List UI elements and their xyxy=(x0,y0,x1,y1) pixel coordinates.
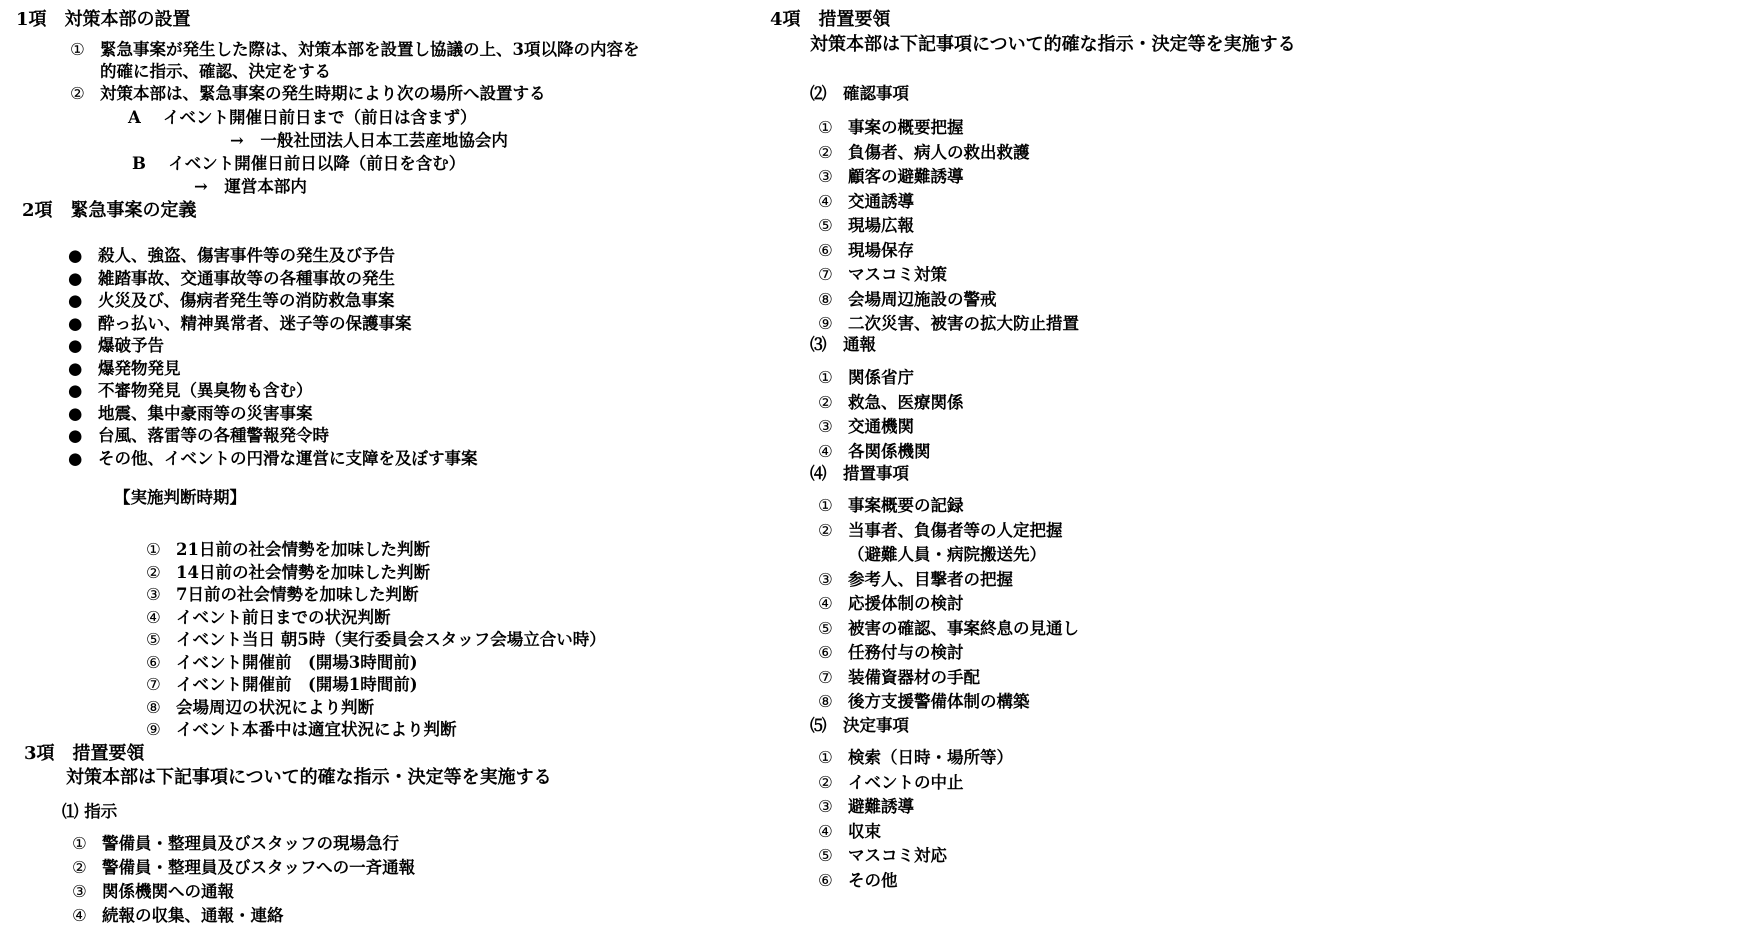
list-item-text: 避難誘導 xyxy=(848,797,914,816)
list-item-text: 警備員・整理員及びスタッフの現場急行 xyxy=(102,834,399,853)
bullet-icon: ● xyxy=(68,336,83,355)
list-item-number: ③ xyxy=(146,585,161,604)
bullet-icon: ● xyxy=(68,291,83,310)
list-item-text: イベント開催前 (開場3時間前) xyxy=(176,652,418,672)
timing-title: 【実施判断時期】 xyxy=(114,488,246,507)
section-4-heading: 4項 措置要領 xyxy=(770,9,891,30)
s1-location-a-dest: → 一般社団法人日本工芸産地協会内 xyxy=(230,131,508,150)
list-item xyxy=(818,521,1063,541)
s1-item-2-text: 対策本部は、緊急事案の発生時期により次の場所へ設置する xyxy=(100,84,546,103)
s1-item-1 xyxy=(70,40,639,60)
list-item xyxy=(68,426,329,446)
list-item xyxy=(818,570,1013,590)
list-item xyxy=(818,314,1079,334)
list-item xyxy=(818,692,1030,712)
bullet-icon: ● xyxy=(68,268,83,288)
list-item xyxy=(68,291,394,311)
list-item-number: ⑤ xyxy=(818,846,833,865)
list-item-number: ② xyxy=(818,142,833,162)
list-item-text: イベント開催前 (開場1時間前) xyxy=(176,675,418,694)
list-item xyxy=(818,748,1013,768)
list-item-number: ② xyxy=(818,520,833,540)
list-item-text: イベントの中止 xyxy=(848,772,964,792)
list-item-number: ④ xyxy=(72,906,87,925)
list-item xyxy=(818,393,964,413)
list-item xyxy=(146,698,374,718)
list-item xyxy=(146,653,418,673)
list-item-text: 装備資器材の手配 xyxy=(848,667,980,687)
list-item-text: 交通誘導 xyxy=(848,191,914,211)
list-item xyxy=(818,417,914,437)
list-item xyxy=(818,216,914,236)
list-item xyxy=(818,143,1030,163)
list-item xyxy=(818,822,881,842)
list-item-number: ⑥ xyxy=(818,643,833,662)
list-item xyxy=(72,882,234,902)
section-4-description: 対策本部は下記事項について的確な指示・決定等を実施する xyxy=(810,34,1296,55)
s1-location-b-dest: → 運営本部内 xyxy=(194,177,307,196)
list-item xyxy=(818,643,964,663)
list-item-text: 各関係機関 xyxy=(848,441,931,461)
section-3-heading: 3項 措置要領 xyxy=(24,743,145,764)
list-item xyxy=(72,858,415,878)
list-item-text: 爆発物発見 xyxy=(98,358,181,378)
list-item-text: 警備員・整理員及びスタッフへの一斉通報 xyxy=(102,858,416,877)
list-item-text: マスコミ対策 xyxy=(848,265,947,284)
list-item-number: ④ xyxy=(818,191,833,211)
list-item-number: ④ xyxy=(146,607,161,627)
list-item-number: ① xyxy=(818,368,833,387)
list-item-text: 14日前の社会情勢を加味した判断 xyxy=(176,562,430,582)
list-item-text: イベント当日 朝5時（実行委員会スタッフ会場立合い時） xyxy=(176,630,606,649)
list-item xyxy=(818,797,914,817)
bullet-icon: ● xyxy=(68,358,83,378)
list-item-number: ⑨ xyxy=(146,720,161,739)
s4-subsection-5: ⑸ 決定事項 xyxy=(810,716,909,735)
list-item-text: マスコミ対応 xyxy=(848,846,947,865)
list-item-number: ② xyxy=(146,562,161,582)
list-item xyxy=(818,192,914,212)
list-item-text: 被害の確認、事案終息の見通し xyxy=(848,618,1079,638)
list-item-text: 雑踏事故、交通事故等の各種事故の発生 xyxy=(98,268,395,288)
list-item-number: ⑧ xyxy=(818,692,833,711)
list-item xyxy=(818,241,914,261)
list-item-number: ③ xyxy=(818,797,833,816)
s4-subsection-2: ⑵ 確認事項 xyxy=(810,84,909,103)
list-item xyxy=(146,720,457,740)
list-item xyxy=(818,594,964,614)
s1-item-1-number: ① xyxy=(70,40,85,59)
list-item-number: ① xyxy=(818,748,833,767)
list-item xyxy=(68,381,313,401)
list-item-number: ② xyxy=(818,392,833,412)
bullet-icon: ● xyxy=(68,381,83,400)
s1-location-b: B イベント開催日前日以降（前日を含む） xyxy=(132,154,466,173)
list-item xyxy=(818,368,914,388)
list-item xyxy=(68,246,395,266)
bullet-icon: ● xyxy=(68,426,83,445)
list-item-text: 殺人、強盗、傷害事件等の発生及び予告 xyxy=(98,246,395,265)
s4-subsection-3: ⑶ 通報 xyxy=(810,335,876,354)
list-item-number: ⑨ xyxy=(818,314,833,333)
s1-item-2 xyxy=(70,84,546,104)
list-item-number: ⑦ xyxy=(146,675,161,694)
list-item xyxy=(818,773,964,793)
s1-item-1-continuation: 的確に指示、確認、決定をする xyxy=(100,62,331,81)
list-item-number: ⑤ xyxy=(818,618,833,638)
list-item xyxy=(146,585,418,605)
list-item-number: ⑧ xyxy=(818,289,833,309)
list-item-text: 事案概要の記録 xyxy=(848,496,964,515)
s4-subsection-4: ⑷ 措置事項 xyxy=(810,464,909,483)
list-item xyxy=(68,269,395,289)
list-item xyxy=(146,608,391,628)
list-item-text: 顧客の避難誘導 xyxy=(848,167,964,186)
list-item xyxy=(818,846,947,866)
list-item-number: ③ xyxy=(818,417,833,436)
list-item-text: 21日前の社会情勢を加味した判断 xyxy=(176,540,430,559)
list-item-text: 二次災害、被害の拡大防止措置 xyxy=(848,314,1079,333)
list-item-text: 現場保存 xyxy=(848,240,914,260)
list-item xyxy=(72,906,284,926)
list-item xyxy=(68,336,164,356)
s3-subsection-1: ⑴ 指示 xyxy=(62,802,118,821)
list-item-text: 当事者、負傷者等の人定把握 xyxy=(848,520,1063,540)
list-item-text: その他、イベントの円滑な運営に支障を及ぼす事案 xyxy=(98,448,478,468)
list-item-text: 任務付与の検討 xyxy=(848,643,964,662)
list-item xyxy=(818,871,898,891)
list-item-number: ⑦ xyxy=(818,265,833,284)
list-item-number: ① xyxy=(72,834,87,853)
list-item xyxy=(818,545,1046,565)
bullet-icon: ● xyxy=(68,403,83,423)
section-1-heading: 1項 対策本部の設置 xyxy=(16,9,191,30)
list-item-number: ⑧ xyxy=(146,697,161,717)
list-item xyxy=(68,314,412,334)
bullet-icon: ● xyxy=(68,313,83,333)
list-item-text: 参考人、目撃者の把握 xyxy=(848,569,1013,589)
list-item-number: ④ xyxy=(818,594,833,613)
list-item-text: 火災及び、傷病者発生等の消防救急事案 xyxy=(98,291,395,310)
list-item xyxy=(146,675,418,695)
list-item-number: ② xyxy=(818,772,833,792)
list-item-number: ⑥ xyxy=(818,240,833,260)
list-item-number: ① xyxy=(146,540,161,559)
list-item xyxy=(818,290,997,310)
list-item-number: ⑤ xyxy=(146,630,161,649)
list-item-text: 台風、落雷等の各種警報発令時 xyxy=(98,426,329,445)
bullet-icon: ● xyxy=(68,448,83,468)
list-item-number: ⑥ xyxy=(146,652,161,672)
list-item-number: ⑥ xyxy=(818,870,833,890)
section-2-heading: 2項 緊急事案の定義 xyxy=(22,200,197,221)
list-item-text: 不審物発見（異臭物も含む） xyxy=(98,381,313,400)
list-item-text: 応援体制の検討 xyxy=(848,594,964,613)
list-item-number: ⑦ xyxy=(818,667,833,687)
list-item-text: （避難人員・病院搬送先） xyxy=(848,545,1046,564)
list-item-text: 関係機関への通報 xyxy=(102,882,234,901)
list-item xyxy=(146,563,430,583)
list-item-number: ⑤ xyxy=(818,216,833,235)
s1-item-2-number: ② xyxy=(70,84,85,103)
list-item-text: 爆破予告 xyxy=(98,336,164,355)
list-item-text: 7日前の社会情勢を加味した判断 xyxy=(176,585,419,604)
list-item-number: ① xyxy=(818,496,833,515)
list-item-text: 収束 xyxy=(848,821,881,841)
s1-item-1-text: 緊急事案が発生した際は、対策本部を設置し協議の上、3項以降の内容を xyxy=(100,40,640,59)
list-item-number: ② xyxy=(72,858,87,877)
list-item xyxy=(818,496,964,516)
list-item-text: その他 xyxy=(848,870,898,890)
list-item-text: 負傷者、病人の救出救護 xyxy=(848,142,1030,162)
list-item-number: ③ xyxy=(818,569,833,589)
list-item-text: 会場周辺施設の警戒 xyxy=(848,289,997,309)
list-item-text: 検索（日時・場所等） xyxy=(848,748,1013,767)
list-item xyxy=(818,265,947,285)
list-item-text: 関係省庁 xyxy=(848,368,914,387)
list-item xyxy=(68,404,313,424)
list-item xyxy=(818,442,931,462)
list-item xyxy=(818,118,964,138)
list-item-text: イベント本番中は適宜状況により判断 xyxy=(176,720,457,739)
list-item-text: 会場周辺の状況により判断 xyxy=(176,697,374,717)
list-item xyxy=(818,668,980,688)
list-item xyxy=(818,619,1079,639)
list-item xyxy=(146,630,606,650)
list-item-text: 交通機関 xyxy=(848,417,914,436)
list-item-text: 後方支援警備体制の構築 xyxy=(848,692,1030,711)
list-item xyxy=(818,167,964,187)
list-item-number: ④ xyxy=(818,441,833,461)
section-3-description: 対策本部は下記事項について的確な指示・決定等を実施する xyxy=(66,767,552,788)
list-item-text: 酔っ払い、精神異常者、迷子等の保護事案 xyxy=(98,313,412,333)
list-item-number: ③ xyxy=(818,167,833,186)
s1-location-a: A イベント開催日前日まで（前日は含まず） xyxy=(128,108,477,127)
list-item-number: ③ xyxy=(72,882,87,901)
list-item-text: 救急、医療関係 xyxy=(848,392,964,412)
list-item-text: 続報の収集、通報・連絡 xyxy=(102,906,284,925)
list-item-text: 地震、集中豪雨等の災害事案 xyxy=(98,403,313,423)
list-item xyxy=(72,834,399,854)
list-item xyxy=(146,540,430,560)
list-item-text: 現場広報 xyxy=(848,216,914,235)
bullet-icon: ● xyxy=(68,246,83,265)
list-item xyxy=(68,359,181,379)
list-item-text: イベント前日までの状況判断 xyxy=(176,607,391,627)
list-item xyxy=(68,449,478,469)
list-item-number: ④ xyxy=(818,821,833,841)
list-item-number: ① xyxy=(818,118,833,137)
list-item-text: 事案の概要把握 xyxy=(848,118,964,137)
